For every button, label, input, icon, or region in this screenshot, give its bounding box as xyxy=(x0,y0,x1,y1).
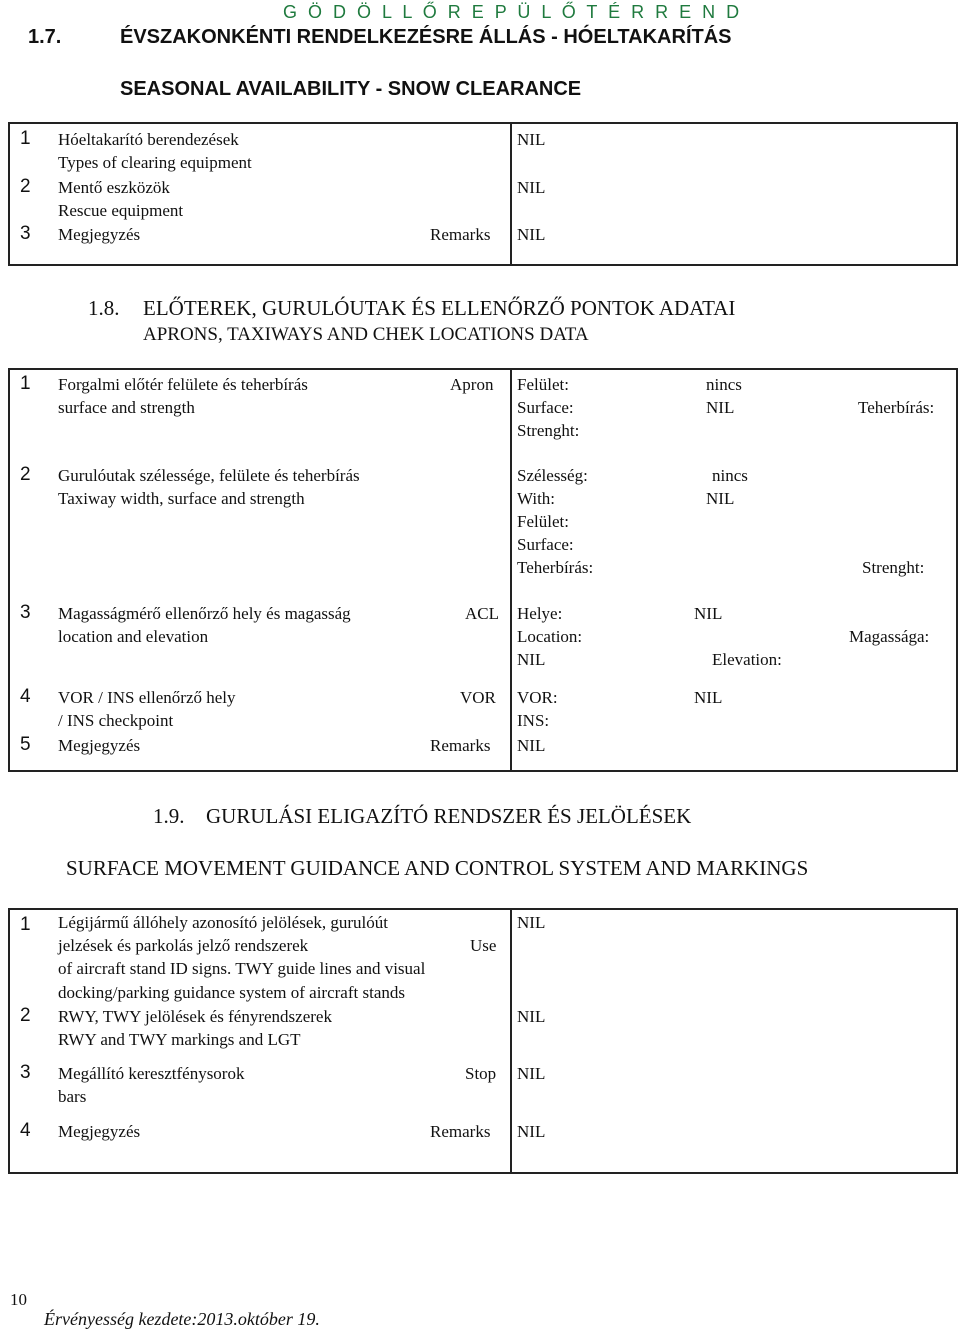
field-key: Felület: xyxy=(517,375,569,394)
field-value: nincs xyxy=(712,466,748,485)
row-number: 1 xyxy=(20,914,31,935)
row-label-en: Types of clearing equipment xyxy=(58,153,252,172)
section-title-1-7: ÉVSZAKONKÉNTI RENDELKEZÉSRE ÁLLÁS - HÓELTAKARÍTÁS xyxy=(120,26,732,48)
row-label-hu: Gurulóutak szélessége, felülete és teherbírás xyxy=(58,466,360,485)
row-tag: Stop xyxy=(465,1064,497,1083)
row-label-hu: Magasságmérő ellenőrző hely és magasság xyxy=(58,604,351,623)
row-number: 1 xyxy=(20,128,31,149)
section-title-1-8: ELŐTEREK, GURULÓUTAK ÉS ELLENŐRZŐ PONTOK ADATAI xyxy=(143,296,736,320)
row-value: NIL xyxy=(517,130,546,149)
field-key: Elevation: xyxy=(712,650,782,669)
field-key: Magassága: xyxy=(849,627,930,646)
field-value: NIL xyxy=(694,604,723,623)
field-key: INS: xyxy=(517,711,550,730)
row-label-hu: Mentő eszközök xyxy=(58,178,170,197)
row-number: 3 xyxy=(20,602,31,623)
row-label-en: location and elevation xyxy=(58,627,209,646)
row-label-en: / INS checkpoint xyxy=(58,711,174,730)
row-number: 2 xyxy=(20,1005,31,1026)
row-tag: Use xyxy=(470,936,497,955)
field-key: Strenght: xyxy=(862,558,925,577)
page-number: 10 xyxy=(10,1290,27,1309)
table-divider xyxy=(510,908,512,1174)
row-line: Megállító keresztfénysorok xyxy=(58,1064,245,1083)
field-value: NIL xyxy=(706,489,735,508)
row-tag: Remarks xyxy=(430,1122,491,1141)
row-label-hu: Megjegyzés xyxy=(58,736,141,755)
row-line: jelzések és parkolás jelző rendszerek xyxy=(58,936,309,955)
validity-date: Érvényesség kezdete:2013.október 19. xyxy=(44,1309,320,1329)
row-number: 2 xyxy=(20,464,31,485)
field-key: Teherbírás: xyxy=(858,398,935,417)
field-value: nincs xyxy=(706,375,742,394)
field-value: NIL xyxy=(517,650,546,669)
field-key: Surface: xyxy=(517,535,574,554)
row-line: docking/parking guidance system of aircraft stands xyxy=(58,983,405,1002)
row-number: 1 xyxy=(20,373,31,394)
row-number: 4 xyxy=(20,686,31,707)
field-value: NIL xyxy=(706,398,735,417)
row-label-hu: Megjegyzés xyxy=(58,225,141,244)
field-key: Felület: xyxy=(517,512,569,531)
section-subtitle-1-8: APRONS, TAXIWAYS AND CHEK LOCATIONS DATA xyxy=(143,324,589,345)
field-key: Surface: xyxy=(517,398,574,417)
section-number-1-9: 1.9. xyxy=(153,804,185,828)
running-header: G Ö D Ö L L Ő R E P Ü L Ő T É R R E N D xyxy=(283,2,743,22)
row-tag: ACL xyxy=(465,604,499,623)
row-line: RWY and TWY markings and LGT xyxy=(58,1030,301,1049)
row-line: Megjegyzés xyxy=(58,1122,141,1141)
row-label-en: surface and strength xyxy=(58,398,195,417)
row-value: NIL xyxy=(517,913,546,932)
row-tag: Remarks xyxy=(430,225,491,244)
table-divider xyxy=(510,122,512,266)
row-value: NIL xyxy=(517,225,546,244)
field-key: Helye: xyxy=(517,604,563,623)
row-label-hu: Hóeltakarító berendezések xyxy=(58,130,239,149)
field-value: NIL xyxy=(694,688,723,707)
field-key: Szélesség: xyxy=(517,466,588,485)
field-key: Teherbírás: xyxy=(517,558,594,577)
field-key: Location: xyxy=(517,627,583,646)
row-number: 5 xyxy=(20,734,31,755)
section-number-1-8: 1.8. xyxy=(88,296,120,320)
row-line: Légijármű állóhely azonosító jelölések, gurulóút xyxy=(58,913,388,932)
row-tag: Apron xyxy=(450,375,494,394)
row-tag: VOR xyxy=(460,688,496,707)
row-label-hu: VOR / INS ellenőrző hely xyxy=(58,688,236,707)
row-line: bars xyxy=(58,1087,87,1106)
section-title-1-9: GURULÁSI ELIGAZÍTÓ RENDSZER ÉS JELÖLÉSEK xyxy=(206,804,692,828)
row-value: NIL xyxy=(517,178,546,197)
section-number-1-7: 1.7. xyxy=(28,26,62,48)
row-line: of aircraft stand ID signs. TWY guide lines and visual xyxy=(58,959,426,978)
field-key: Strenght: xyxy=(517,421,580,440)
row-number: 4 xyxy=(20,1120,31,1141)
row-value: NIL xyxy=(517,736,546,755)
row-number: 2 xyxy=(20,176,31,197)
field-key: VOR: xyxy=(517,688,558,707)
section-subtitle-1-9: SURFACE MOVEMENT GUIDANCE AND CONTROL SYSTEM AND MARKINGS xyxy=(66,856,809,880)
row-label-hu: Forgalmi előtér felülete és teherbírás xyxy=(58,375,308,394)
row-value: NIL xyxy=(517,1064,546,1083)
row-label-en: Taxiway width, surface and strength xyxy=(58,489,305,508)
row-number: 3 xyxy=(20,1062,31,1083)
row-tag: Remarks xyxy=(430,736,491,755)
section-subtitle-1-7: SEASONAL AVAILABILITY - SNOW CLEARANCE xyxy=(120,78,582,100)
row-value: NIL xyxy=(517,1122,546,1141)
row-line: RWY, TWY jelölések és fényrendszerek xyxy=(58,1007,332,1026)
field-key: With: xyxy=(517,489,556,508)
row-number: 3 xyxy=(20,223,31,244)
row-label-en: Rescue equipment xyxy=(58,201,184,220)
row-value: NIL xyxy=(517,1007,546,1026)
table-divider xyxy=(510,368,512,772)
